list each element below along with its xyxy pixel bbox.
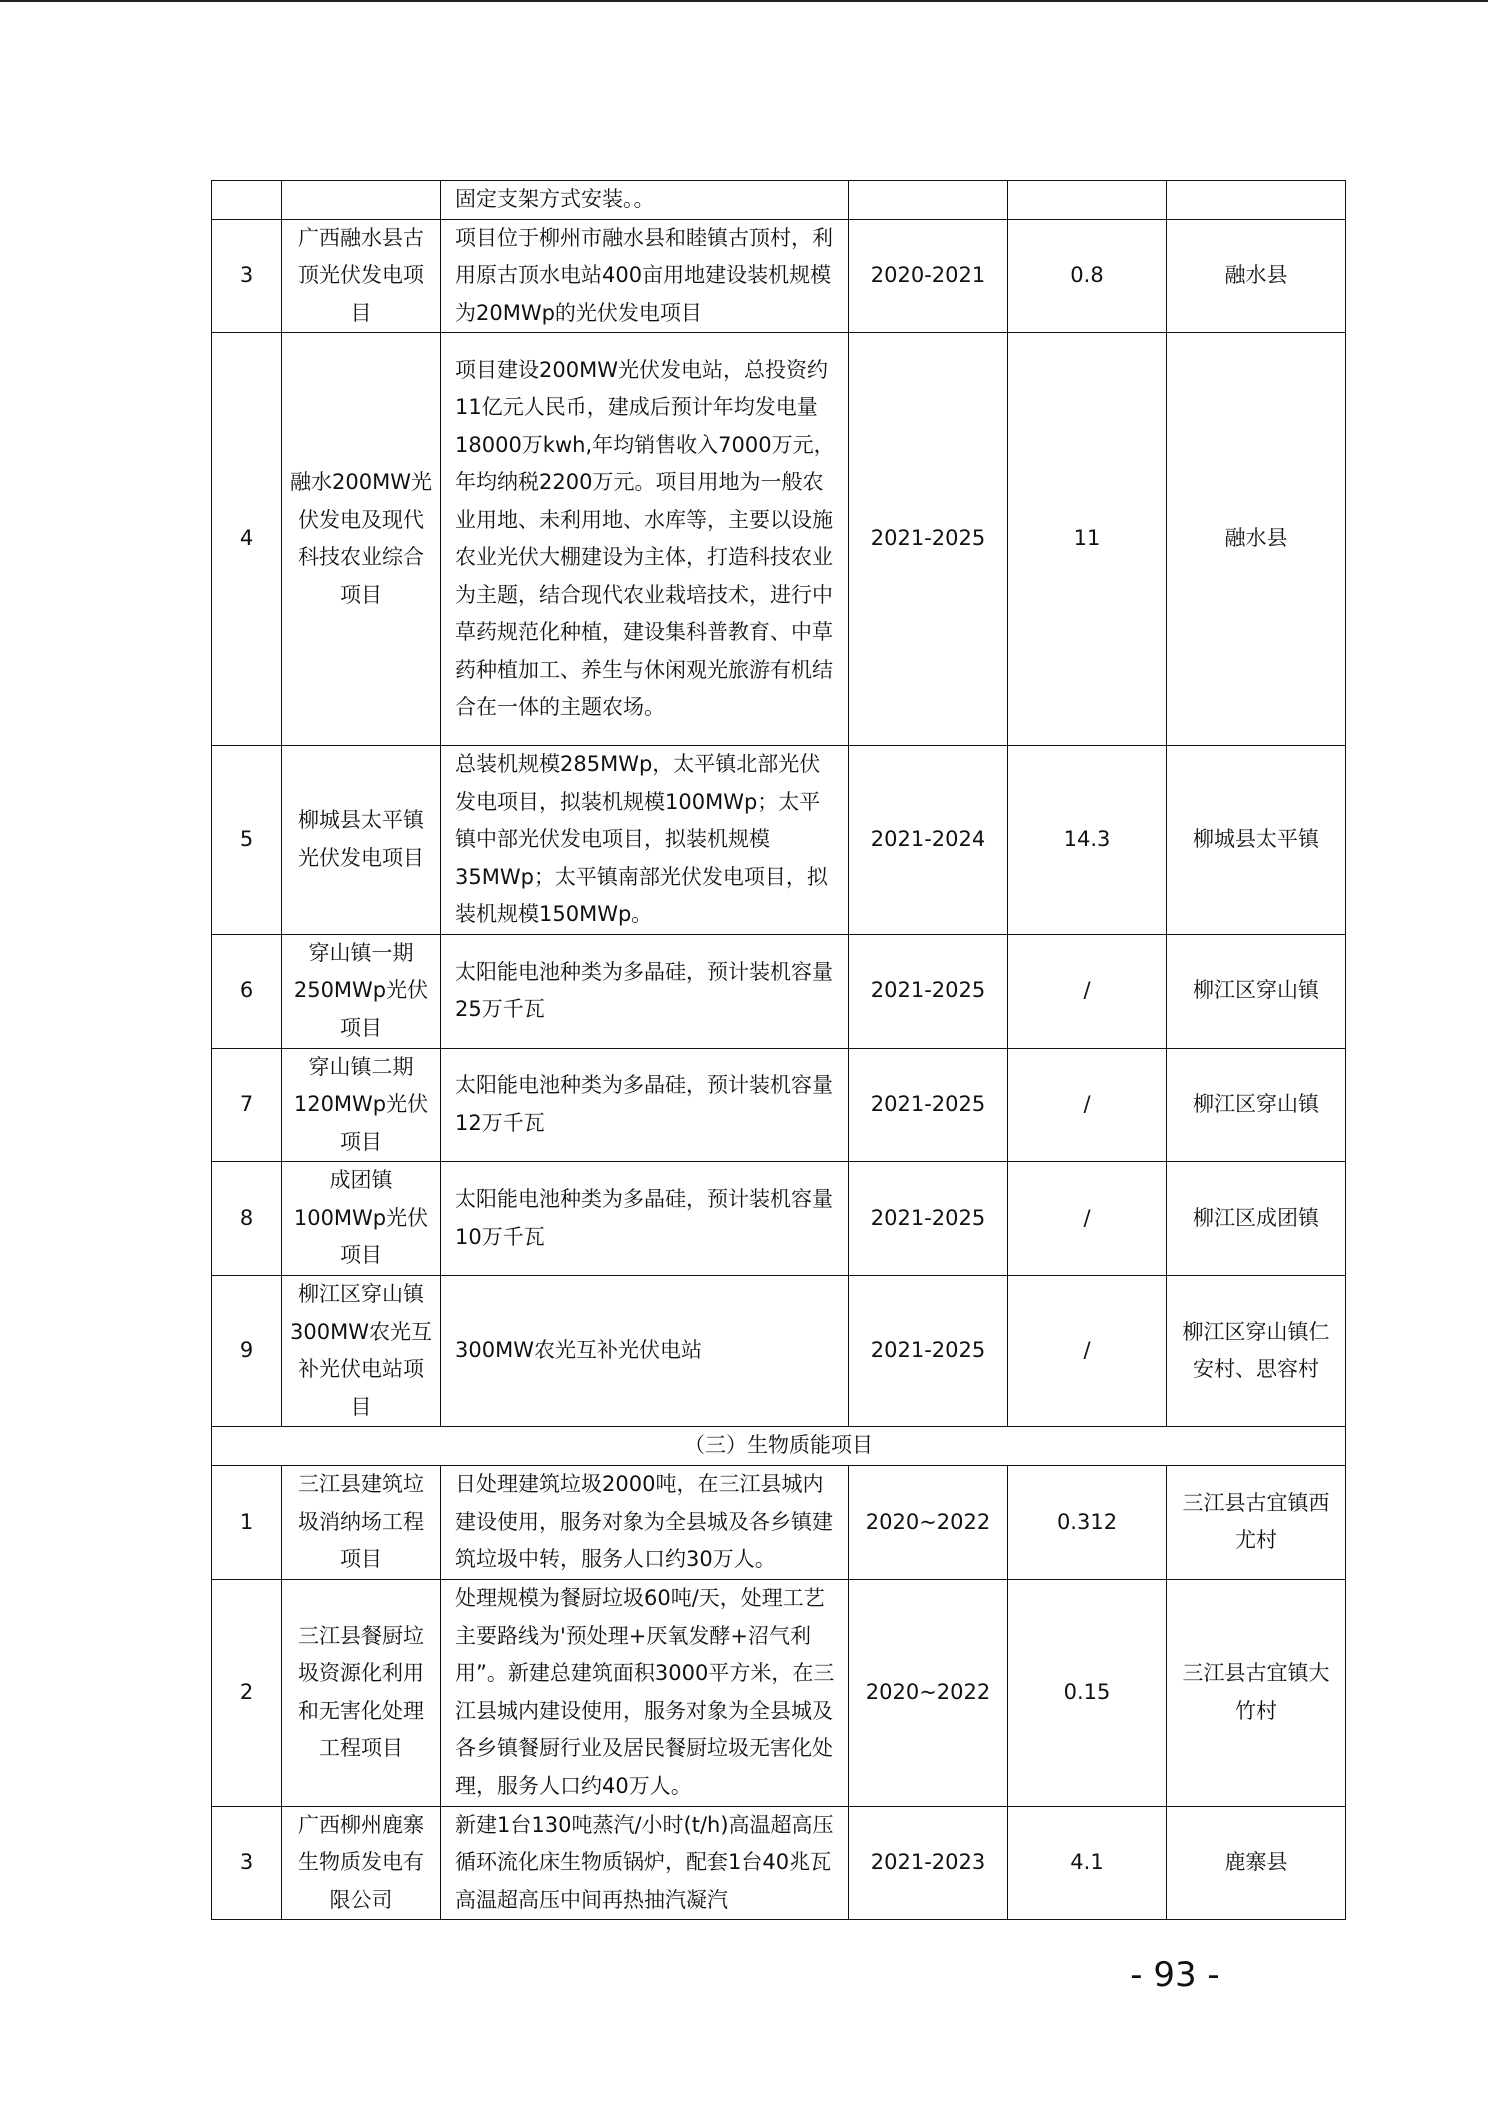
project-description: 太阳能电池种类为多晶硅，预计装机容量25万千瓦 [441, 934, 849, 1048]
investment-amount: / [1008, 934, 1167, 1048]
construction-period: 2021-2025 [849, 934, 1008, 1048]
table-row [212, 333, 1346, 746]
project-name: 穿山镇二期120MWp光伏项目 [282, 1048, 441, 1162]
investment-amount: 0.15 [1008, 1579, 1167, 1806]
investment-amount: 14.3 [1008, 746, 1167, 935]
page-number: - 93 - [1130, 1955, 1220, 1995]
construction-period: 2021-2025 [849, 1162, 1008, 1276]
project-name: 三江县建筑垃圾消纳场工程项目 [282, 1466, 441, 1580]
table-row [212, 1276, 1346, 1427]
project-location: 三江县古宜镇大竹村 [1167, 1579, 1346, 1806]
row-number: 7 [212, 1048, 282, 1162]
row-number: 4 [212, 333, 282, 746]
construction-period: 2020~2022 [849, 1579, 1008, 1806]
project-name: 成团镇100MWp光伏项目 [282, 1162, 441, 1276]
investment-amount: 11 [1008, 333, 1167, 746]
construction-period: 2021-2025 [849, 1048, 1008, 1162]
construction-period: 2021-2024 [849, 746, 1008, 935]
top-border-line [0, 0, 1488, 2]
table-row [212, 934, 1346, 1048]
row-number: 2 [212, 1579, 282, 1806]
project-location: 鹿寨县 [1167, 1806, 1346, 1920]
construction-period: 2020-2021 [849, 219, 1008, 333]
project-location: 柳江区穿山镇 [1167, 934, 1346, 1048]
section-header-row [212, 1427, 1346, 1466]
investment-amount: / [1008, 1162, 1167, 1276]
construction-period: 2021-2025 [849, 1276, 1008, 1427]
project-description: 太阳能电池种类为多晶硅，预计装机容量10万千瓦 [441, 1162, 849, 1276]
investment-amount: 0.8 [1008, 219, 1167, 333]
project-name: 柳城县太平镇光伏发电项目 [282, 746, 441, 935]
project-name: 广西柳州鹿寨生物质发电有限公司 [282, 1806, 441, 1920]
project-description: 新建1台130吨蒸汽/小时(t/h)高温超高压循环流化床生物质锅炉，配套1台40兆瓦高温超高压中间再热抽汽凝汽 [441, 1806, 849, 1920]
table-row [212, 219, 1346, 333]
row-number: 5 [212, 746, 282, 935]
project-table [211, 180, 1346, 1920]
project-description: 固定支架方式安装。。 [441, 181, 849, 220]
project-description: 300MW农光互补光伏电站 [441, 1276, 849, 1427]
table-row [212, 1162, 1346, 1276]
project-location: 柳江区穿山镇仁安村、思容村 [1167, 1276, 1346, 1427]
construction-period [849, 181, 1008, 220]
project-name [282, 181, 441, 220]
project-name: 柳江区穿山镇300MW农光互补光伏电站项目 [282, 1276, 441, 1427]
project-description: 日处理建筑垃圾2000吨，在三江县城内建设使用，服务对象为全县城及各乡镇建筑垃圾中转，服务人口约30万人。 [441, 1466, 849, 1580]
project-description: 项目建设200MW光伏发电站，总投资约11亿元人民币，建成后预计年均发电量18000万kwh,年均销售收入7000万元，年均纳税2200万元。项目用地为一般农业用地、未利用地、水库等，主要以设施农业光伏大棚建设为主体，打造科技农业为主题，结合现代农业栽培技术，进行中草药规范化种植，建设集科普教育、中草药种植加工、养生与休闲观光旅游有机结合在一体的主题农场。 [441, 333, 849, 746]
project-name: 穿山镇一期250MWp光伏项目 [282, 934, 441, 1048]
row-number: 8 [212, 1162, 282, 1276]
project-description: 太阳能电池种类为多晶硅，预计装机容量12万千瓦 [441, 1048, 849, 1162]
project-location: 柳江区穿山镇 [1167, 1048, 1346, 1162]
project-name: 三江县餐厨垃圾资源化利用和无害化处理工程项目 [282, 1579, 441, 1806]
construction-period: 2021-2025 [849, 333, 1008, 746]
project-description: 总装机规模285MWp，太平镇北部光伏发电项目，拟装机规模100MWp；太平镇中部光伏发电项目，拟装机规模35MWp；太平镇南部光伏发电项目，拟装机规模150MWp。 [441, 746, 849, 935]
row-number [212, 181, 282, 220]
project-location: 三江县古宜镇西尤村 [1167, 1466, 1346, 1580]
row-number: 3 [212, 1806, 282, 1920]
project-name: 广西融水县古顶光伏发电项目 [282, 219, 441, 333]
project-location [1167, 181, 1346, 220]
table-row [212, 181, 1346, 220]
table-row [212, 1806, 1346, 1920]
row-number: 3 [212, 219, 282, 333]
investment-amount: 0.312 [1008, 1466, 1167, 1580]
project-name: 融水200MW光伏发电及现代科技农业综合项目 [282, 333, 441, 746]
investment-amount [1008, 181, 1167, 220]
project-description: 项目位于柳州市融水县和睦镇古顶村，利用原古顶水电站400亩用地建设装机规模为20MWp的光伏发电项目 [441, 219, 849, 333]
investment-amount: / [1008, 1048, 1167, 1162]
row-number: 9 [212, 1276, 282, 1427]
project-location: 融水县 [1167, 219, 1346, 333]
row-number: 6 [212, 934, 282, 1048]
project-location: 融水县 [1167, 333, 1346, 746]
table-row [212, 746, 1346, 935]
project-location: 柳城县太平镇 [1167, 746, 1346, 935]
table-row [212, 1048, 1346, 1162]
project-description: 处理规模为餐厨垃圾60吨/天，处理工艺主要路线为'预处理+厌氧发酵+沼气利用”。新建总建筑面积3000平方米，在三江县城内建设使用，服务对象为全县城及各乡镇餐厨行业及居民餐厨垃圾无害化处理，服务人口约40万人。 [441, 1579, 849, 1806]
table-row [212, 1466, 1346, 1580]
construction-period: 2020~2022 [849, 1466, 1008, 1580]
investment-amount: 4.1 [1008, 1806, 1167, 1920]
construction-period: 2021-2023 [849, 1806, 1008, 1920]
section-title: （三）生物质能项目 [212, 1427, 1346, 1466]
investment-amount: / [1008, 1276, 1167, 1427]
table-row [212, 1579, 1346, 1806]
project-location: 柳江区成团镇 [1167, 1162, 1346, 1276]
row-number: 1 [212, 1466, 282, 1580]
